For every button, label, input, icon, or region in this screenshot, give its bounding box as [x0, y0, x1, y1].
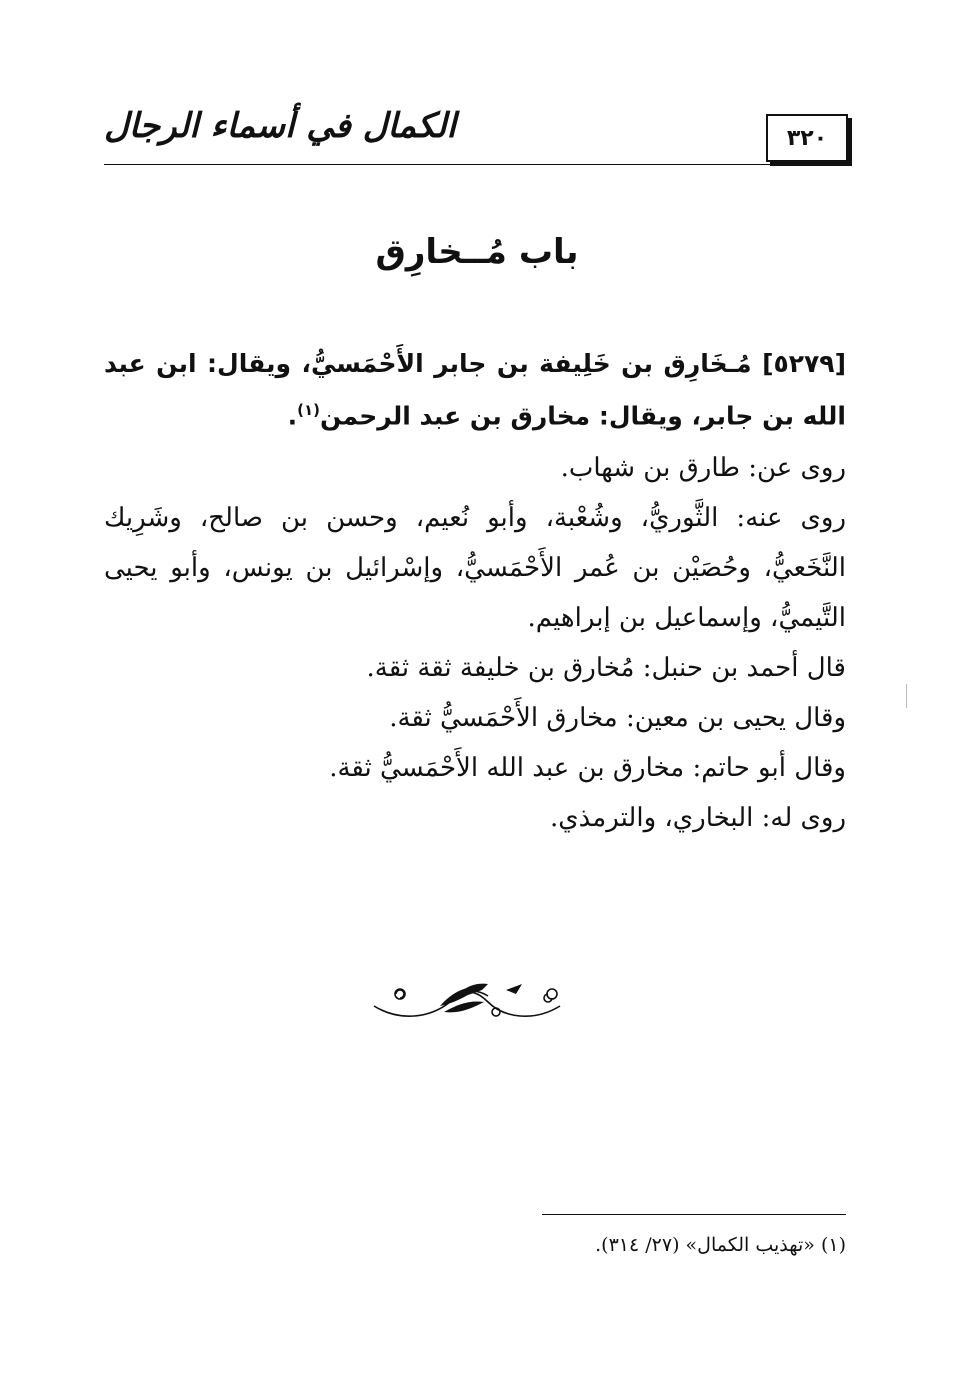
grading-abu-hatim: وقال أبو حاتم: مخارق بن عبد الله الأَحْمَسيُّ ثقة. [329, 753, 846, 784]
entry-heading [104, 340, 846, 439]
narrated-from: روى عن: طارق بن شهاب. [560, 453, 846, 484]
running-title: الكمال في أسماء الرجال [104, 106, 456, 146]
grading-ahmad: قال أحمد بن حنبل: مُخارق بن خليفة ثقة ثقة. [366, 653, 846, 684]
chapter-title: باب مُــخارِق [375, 232, 579, 272]
narrated-by: روى له: البخاري، والترمذي. [550, 803, 846, 834]
footnote-1: (١) «تهذيب الكمال» (٢٧/ ٣١٤). [595, 1234, 846, 1256]
ornament-divider [370, 972, 564, 1024]
entry-heading-end: . [287, 401, 298, 431]
page-number: ٣٢٠ [786, 125, 828, 151]
narrators-from-him: روى عنه: الثَّوريُّ، وشُعْبة، وأبو نُعيم، وحسن بن صالح، وشَرِيك النَّخَعيُّ، وحُصَيْن بن عُمر الأَحْمَسيُّ، وإسْرائيل بن يونس، وأبو يحيى التَّيميُّ، وإسماعيل بن إبراهيم. [104, 503, 846, 634]
page-header [104, 100, 850, 170]
margin-mark [906, 684, 907, 708]
grading-ibn-main: وقال يحيى بن معين: مخارق الأَحْمَسيُّ ثقة. [389, 703, 846, 734]
entry-body [104, 340, 846, 843]
header-rule [104, 164, 850, 165]
footnote-marker: (١) [297, 401, 320, 419]
page-number-box [766, 114, 848, 162]
entry-heading-text: [٥٢٧٩] مُـخَارِق بن خَلِيفة بن جابر الأَحْمَسيُّ، ويقال: ابن عبد الله بن جابر، ويقال: مخارق بن عبد الرحمن [104, 349, 846, 431]
footnote-rule [542, 1214, 846, 1215]
